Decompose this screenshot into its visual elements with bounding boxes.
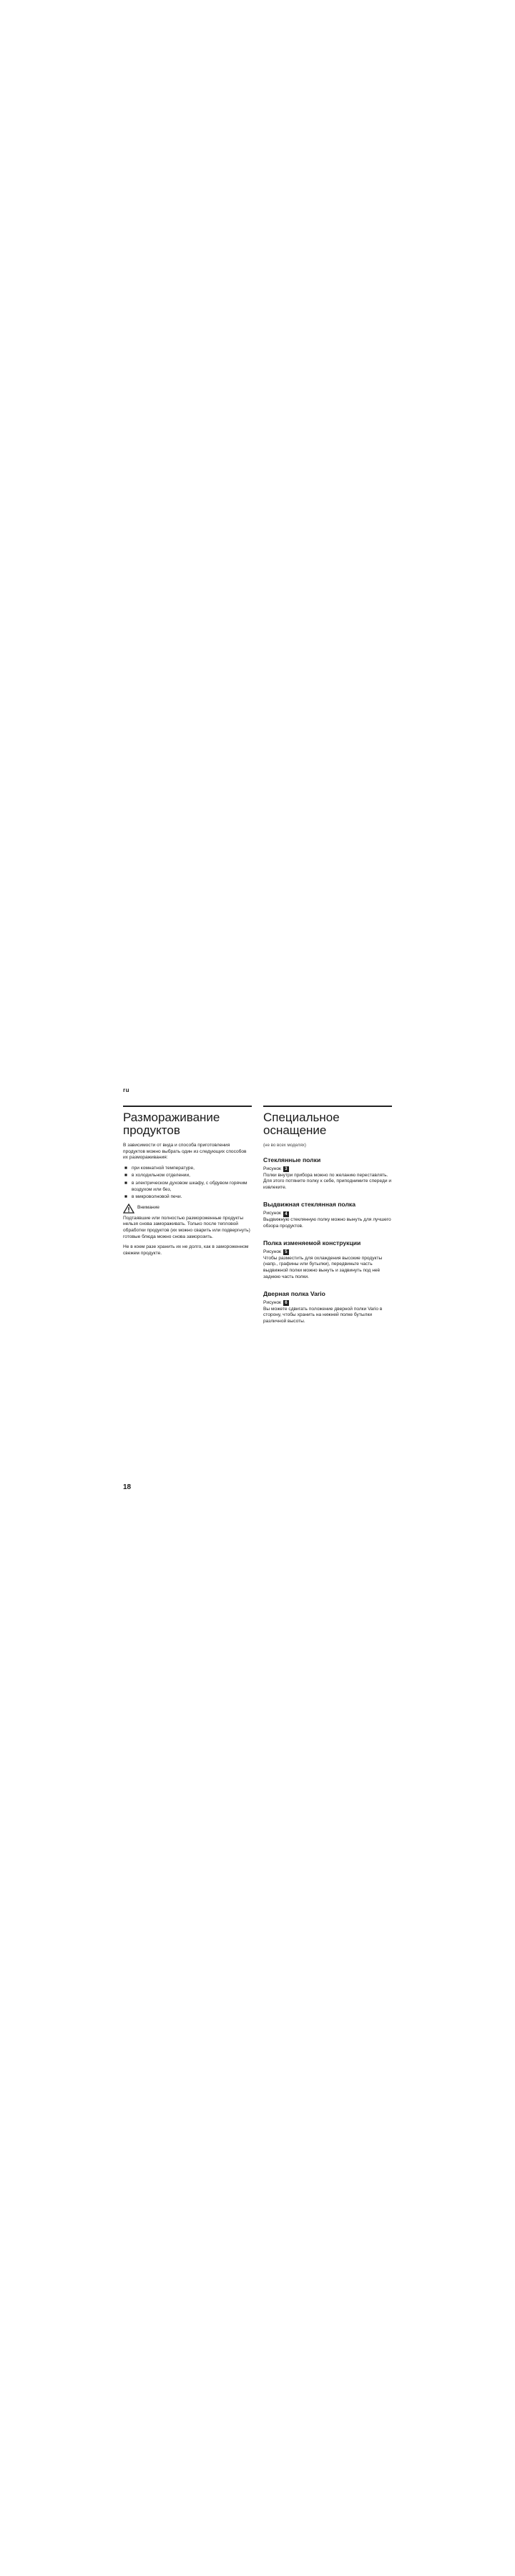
figure-reference bbox=[263, 1211, 392, 1217]
defrost-intro: В зависимости от вида и способа приготовления продуктов можно выбрать один из следующих способов их размораживания: bbox=[123, 1143, 247, 1161]
figure-reference bbox=[263, 1166, 392, 1173]
variable-shelf-text: Чтобы разместить для охлаждения высокие продукты (напр., графины или бутылки), передвиньте часть выдвижной полки можно вынуть и задвинуть под неё заднюю часть полки. bbox=[263, 1255, 383, 1279]
list-item-text: при комнатной температуре, bbox=[132, 1165, 195, 1171]
subsection-title-variable-shelf: Полка изменяемой конструкции bbox=[263, 1239, 361, 1247]
figure-number-badge: 5 bbox=[283, 1249, 289, 1255]
section-rule bbox=[123, 1106, 252, 1107]
defrost-methods-list bbox=[123, 1166, 252, 1201]
figure-number-badge: 6 bbox=[283, 1300, 289, 1306]
figure-reference bbox=[263, 1249, 392, 1256]
figure-label: Рисунок bbox=[263, 1300, 281, 1306]
section-title-special-equipment: Специальное оснащение bbox=[263, 1111, 340, 1137]
bullet-icon: ■ bbox=[124, 1180, 127, 1186]
models-note: (не во всех моделях) bbox=[263, 1143, 306, 1148]
glass-shelves-text: Полки внутри прибора можно по желанию переставлять. Для этого потяните полку к себе, приподнимите спереди и извлеките. bbox=[263, 1172, 392, 1190]
page-number: 18 bbox=[123, 1483, 132, 1491]
figure-reference bbox=[263, 1300, 392, 1307]
extra-text: Не в коем разе хранить их не долго, как в замороженном свежем продукте. bbox=[123, 1244, 249, 1256]
list-item bbox=[123, 1194, 252, 1201]
section-rule bbox=[263, 1106, 392, 1107]
figure-label: Рисунок bbox=[263, 1211, 281, 1216]
list-item bbox=[123, 1173, 252, 1179]
list-item bbox=[123, 1181, 252, 1193]
figure-number-badge: 4 bbox=[283, 1211, 289, 1217]
list-item-text: в холодильном отделении, bbox=[132, 1173, 190, 1179]
list-item-text: в электрическом духовом шкафу, с обдувом горячим воздухом или без, bbox=[132, 1180, 247, 1192]
left-column bbox=[123, 1106, 252, 1261]
sliding-shelf-text: Выдвижную стеклянную полку можно вынуть для лучшего обзора продуктов. bbox=[263, 1216, 391, 1229]
warning-triangle-icon bbox=[123, 1204, 134, 1214]
list-item-text: в микроволновой печи. bbox=[132, 1194, 182, 1200]
bullet-icon: ■ bbox=[124, 1165, 127, 1171]
subsection-title-sliding-shelf: Выдвижная стеклянная полка bbox=[263, 1201, 356, 1209]
warning-label: Внимание bbox=[137, 1205, 160, 1211]
section-title-defrosting: Размораживание продуктов bbox=[123, 1111, 220, 1137]
bullet-icon: ■ bbox=[124, 1173, 127, 1179]
figure-number-badge: 3 bbox=[283, 1166, 289, 1172]
right-column bbox=[263, 1106, 392, 1330]
list-item bbox=[123, 1166, 252, 1172]
warning-text: Подтаявшие или полностью размороженные продукты нельзя снова замораживать. Только после тепловой обработки продуктов (их можно сварить или подвергнуть) готовые блюда можно снова заморозить. bbox=[123, 1215, 250, 1239]
warning-header bbox=[123, 1204, 252, 1214]
figure-label: Рисунок bbox=[263, 1166, 281, 1171]
figure-label: Рисунок bbox=[263, 1249, 281, 1255]
language-code: ru bbox=[123, 1087, 129, 1093]
subsection-title-glass-shelves: Стеклянные полки bbox=[263, 1156, 321, 1163]
subsection-title-vario-door-shelf: Дверная полка Vario bbox=[263, 1290, 325, 1298]
bullet-icon: ■ bbox=[124, 1194, 127, 1200]
vario-door-shelf-text: Вы можете сдвигать положение дверной полки Vario в сторону, чтобы хранить на нижней полке бутылки различной высоты. bbox=[263, 1306, 383, 1324]
